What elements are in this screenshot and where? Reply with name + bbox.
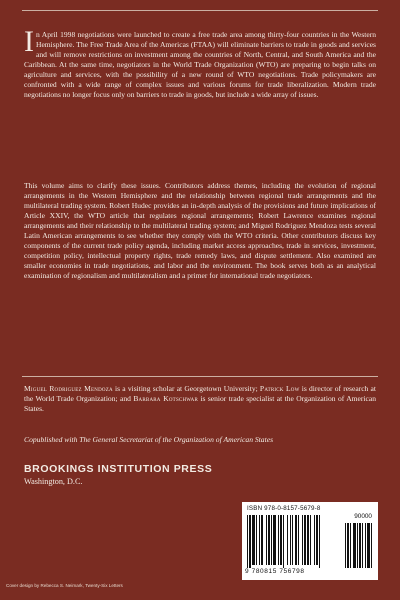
barcode-bars [245,513,375,568]
intro-text: n April 1998 negotiations were launched to create a free trade area among thirty-four countries in the Western Hemisphere. The Free Trade Area of the Americas (FTAA) will eliminate barriers to trade in goods and services and will remove restrictions on investment among the countries of North, Central, and South America and the Caribbean. At the same time, negotiators in the World Trade Organization (WTO) are preparing to begin talks on agriculture and services, with the possibility of a new round of WTO negotiations. Trade policymakers are confronted with a wide range of complex issues and various forums for trade liberalization. Modern trade negotiations no longer focus only on barriers to trade in goods, but include a wide array of issues. [24,30,376,100]
author-name: Patrick Low [259,384,300,393]
publisher-name: BROOKINGS INSTITUTION PRESS [24,463,213,475]
isbn-label: ISBN 978-0-8157-5679-8 [247,505,321,512]
author-name: Miguel Rodriguez Mendoza [24,384,113,393]
description-paragraph: This volume aims to clarify these issues. Contributors address themes, including the evolution of regional arrangements in the Western Hemisphere and the relationship between regional trade arrangements and the multilateral trading system. Robert Hudec provides an in-depth analysis of the provisions and future implications of Article XXIV, the WTO article that regulates regional arrangements; Robert Lawrence examines regional arrangements and their relationship to the multilateral trading system; and Miguel Rodriguez Mendoza tests several Latin American arrangements to see whether they comply with the WTO criteria. Other contributors discuss key components of the current trade policy agenda, including market access approaches, trade in services, investment, competition policy, intellectual property rights, trade remedy laws, and dispute settlement. Also examined are smaller economies in trade negotiations, and labor and the environment. The book serves both as an analytical examination of regionalism and multilateralism and a primer for international trade negotiators. [24,181,376,281]
bio-text: is a visiting scholar at Georgetown University; [112,384,260,393]
barcode-digits: 9 780815 756798 [245,568,305,575]
drop-cap: I [24,25,34,58]
cover-credit: Cover design by Rebecca S. Neimark, Twenty-Six Letters [6,583,123,588]
bio-text: is director of research at the World Trade Organization; and [24,384,376,404]
top-rule [22,10,378,11]
author-bios [24,384,376,414]
copublisher-note: Copublished with The General Secretariat of the Organization of American States [24,435,274,444]
barcode-panel [242,502,378,580]
bio-text: is senior trade specialist at the Organization of American States. [24,394,376,414]
divider-rule [22,376,378,377]
price-code: 90000 [354,513,372,520]
intro-paragraph [24,25,376,100]
author-name: Barbara Kotschwar [133,394,198,404]
publisher-city: Washington, D.C. [24,477,83,486]
